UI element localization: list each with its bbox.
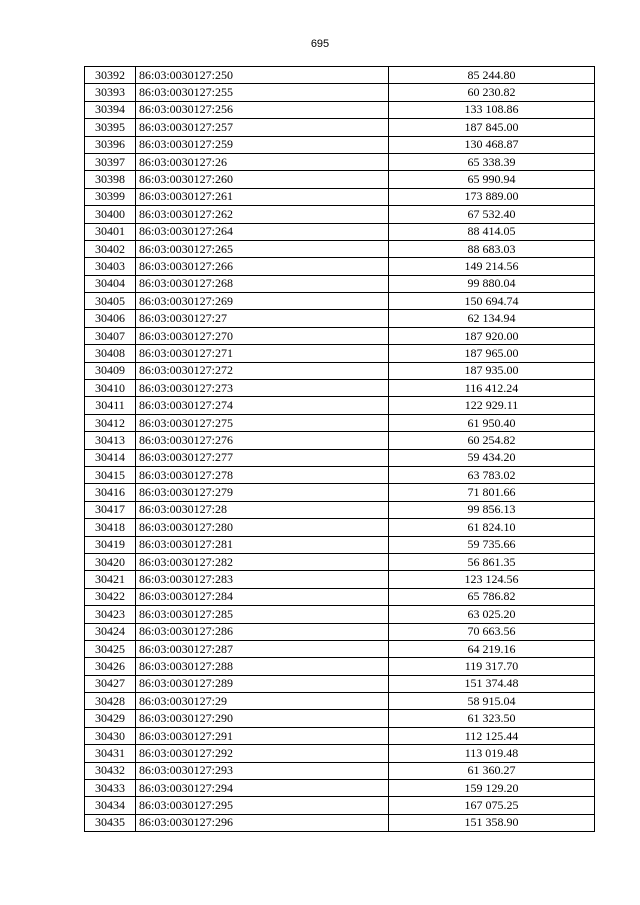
- row-number-cell: 30409: [85, 362, 136, 379]
- table-row: [85, 397, 595, 414]
- row-number-cell: 30419: [85, 536, 136, 553]
- table-row: [85, 588, 595, 605]
- table-row: [85, 206, 595, 223]
- value-cell: 187 920.00: [389, 327, 595, 344]
- value-cell: 61 360.27: [389, 762, 595, 779]
- value-cell: 99 880.04: [389, 275, 595, 292]
- cadastral-number-cell: 86:03:0030127:273: [136, 380, 389, 397]
- table-row: [85, 84, 595, 101]
- value-cell: 64 219.16: [389, 640, 595, 657]
- cadastral-number-cell: 86:03:0030127:264: [136, 223, 389, 240]
- value-cell: 151 374.48: [389, 675, 595, 692]
- value-cell: 88 683.03: [389, 240, 595, 257]
- cadastral-number-cell: 86:03:0030127:289: [136, 675, 389, 692]
- value-cell: 187 965.00: [389, 345, 595, 362]
- value-cell: 130 468.87: [389, 136, 595, 153]
- cadastral-number-cell: 86:03:0030127:29: [136, 693, 389, 710]
- cadastral-number-cell: 86:03:0030127:270: [136, 327, 389, 344]
- value-cell: 173 889.00: [389, 188, 595, 205]
- cadastral-number-cell: 86:03:0030127:296: [136, 814, 389, 831]
- cadastral-number-cell: 86:03:0030127:293: [136, 762, 389, 779]
- row-number-cell: 30416: [85, 484, 136, 501]
- value-cell: 187 845.00: [389, 119, 595, 136]
- table-row: [85, 362, 595, 379]
- value-cell: 61 824.10: [389, 519, 595, 536]
- row-number-cell: 30423: [85, 606, 136, 623]
- row-number-cell: 30429: [85, 710, 136, 727]
- table-row: [85, 553, 595, 570]
- value-cell: 113 019.48: [389, 745, 595, 762]
- cadastral-number-cell: 86:03:0030127:272: [136, 362, 389, 379]
- row-number-cell: 30413: [85, 432, 136, 449]
- cadastral-number-cell: 86:03:0030127:271: [136, 345, 389, 362]
- table-row: [85, 484, 595, 501]
- table-row: [85, 119, 595, 136]
- table-row: [85, 658, 595, 675]
- row-number-cell: 30432: [85, 762, 136, 779]
- cadastral-number-cell: 86:03:0030127:277: [136, 449, 389, 466]
- value-cell: 88 414.05: [389, 223, 595, 240]
- cadastral-number-cell: 86:03:0030127:281: [136, 536, 389, 553]
- table-row: [85, 258, 595, 275]
- cadastral-number-cell: 86:03:0030127:282: [136, 553, 389, 570]
- row-number-cell: 30396: [85, 136, 136, 153]
- row-number-cell: 30412: [85, 414, 136, 431]
- cadastral-number-cell: 86:03:0030127:284: [136, 588, 389, 605]
- table-row: [85, 727, 595, 744]
- cadastral-number-cell: 86:03:0030127:294: [136, 780, 389, 797]
- value-cell: 151 358.90: [389, 814, 595, 831]
- table-row: [85, 414, 595, 431]
- table-row: [85, 745, 595, 762]
- row-number-cell: 30393: [85, 84, 136, 101]
- cadastral-number-cell: 86:03:0030127:26: [136, 153, 389, 170]
- cadastral-number-cell: 86:03:0030127:288: [136, 658, 389, 675]
- row-number-cell: 30410: [85, 380, 136, 397]
- table-row: [85, 571, 595, 588]
- value-cell: 61 950.40: [389, 414, 595, 431]
- table-row: [85, 814, 595, 831]
- value-cell: 85 244.80: [389, 67, 595, 84]
- row-number-cell: 30397: [85, 153, 136, 170]
- table-row: [85, 171, 595, 188]
- cadastral-number-cell: 86:03:0030127:291: [136, 727, 389, 744]
- table-row: [85, 240, 595, 257]
- cadastral-number-cell: 86:03:0030127:295: [136, 797, 389, 814]
- cadastral-number-cell: 86:03:0030127:27: [136, 310, 389, 327]
- table-row: [85, 710, 595, 727]
- table-row: [85, 153, 595, 170]
- value-cell: 65 786.82: [389, 588, 595, 605]
- row-number-cell: 30398: [85, 171, 136, 188]
- row-number-cell: 30433: [85, 780, 136, 797]
- value-cell: 58 915.04: [389, 693, 595, 710]
- row-number-cell: 30405: [85, 293, 136, 310]
- row-number-cell: 30418: [85, 519, 136, 536]
- cadastral-number-cell: 86:03:0030127:287: [136, 640, 389, 657]
- value-cell: 63 025.20: [389, 606, 595, 623]
- value-cell: 71 801.66: [389, 484, 595, 501]
- row-number-cell: 30434: [85, 797, 136, 814]
- cadastral-number-cell: 86:03:0030127:285: [136, 606, 389, 623]
- row-number-cell: 30415: [85, 466, 136, 483]
- row-number-cell: 30427: [85, 675, 136, 692]
- cadastral-number-cell: 86:03:0030127:265: [136, 240, 389, 257]
- row-number-cell: 30392: [85, 67, 136, 84]
- table-row: [85, 536, 595, 553]
- value-cell: 116 412.24: [389, 380, 595, 397]
- value-cell: 159 129.20: [389, 780, 595, 797]
- row-number-cell: 30395: [85, 119, 136, 136]
- value-cell: 70 663.56: [389, 623, 595, 640]
- table-row: [85, 345, 595, 362]
- cadastral-number-cell: 86:03:0030127:269: [136, 293, 389, 310]
- value-cell: 62 134.94: [389, 310, 595, 327]
- table-row: [85, 432, 595, 449]
- table-row: [85, 327, 595, 344]
- table-row: [85, 501, 595, 518]
- row-number-cell: 30408: [85, 345, 136, 362]
- table-row: [85, 606, 595, 623]
- row-number-cell: 30421: [85, 571, 136, 588]
- value-cell: 123 124.56: [389, 571, 595, 588]
- row-number-cell: 30424: [85, 623, 136, 640]
- row-number-cell: 30431: [85, 745, 136, 762]
- value-cell: 61 323.50: [389, 710, 595, 727]
- value-cell: 60 230.82: [389, 84, 595, 101]
- cadastral-number-cell: 86:03:0030127:279: [136, 484, 389, 501]
- cadastral-number-cell: 86:03:0030127:255: [136, 84, 389, 101]
- value-cell: 65 990.94: [389, 171, 595, 188]
- table-row: [85, 640, 595, 657]
- table-row: [85, 293, 595, 310]
- cadastral-number-cell: 86:03:0030127:278: [136, 466, 389, 483]
- value-cell: 56 861.35: [389, 553, 595, 570]
- value-cell: 150 694.74: [389, 293, 595, 310]
- cadastral-number-cell: 86:03:0030127:266: [136, 258, 389, 275]
- table-row: [85, 623, 595, 640]
- cadastral-number-cell: 86:03:0030127:262: [136, 206, 389, 223]
- cadastral-value-table: [84, 66, 595, 832]
- row-number-cell: 30426: [85, 658, 136, 675]
- row-number-cell: 30420: [85, 553, 136, 570]
- cadastral-number-cell: 86:03:0030127:286: [136, 623, 389, 640]
- table-row: [85, 310, 595, 327]
- value-cell: 167 075.25: [389, 797, 595, 814]
- value-cell: 122 929.11: [389, 397, 595, 414]
- row-number-cell: 30402: [85, 240, 136, 257]
- value-cell: 63 783.02: [389, 466, 595, 483]
- value-cell: 60 254.82: [389, 432, 595, 449]
- cadastral-number-cell: 86:03:0030127:290: [136, 710, 389, 727]
- table-row: [85, 762, 595, 779]
- value-cell: 112 125.44: [389, 727, 595, 744]
- cadastral-number-cell: 86:03:0030127:292: [136, 745, 389, 762]
- row-number-cell: 30399: [85, 188, 136, 205]
- table-row: [85, 449, 595, 466]
- row-number-cell: 30417: [85, 501, 136, 518]
- row-number-cell: 30406: [85, 310, 136, 327]
- cadastral-number-cell: 86:03:0030127:261: [136, 188, 389, 205]
- value-cell: 99 856.13: [389, 501, 595, 518]
- table-body: [85, 67, 595, 832]
- table-row: [85, 101, 595, 118]
- table-row: [85, 223, 595, 240]
- row-number-cell: 30403: [85, 258, 136, 275]
- cadastral-number-cell: 86:03:0030127:274: [136, 397, 389, 414]
- cadastral-number-cell: 86:03:0030127:280: [136, 519, 389, 536]
- value-cell: 59 735.66: [389, 536, 595, 553]
- value-cell: 133 108.86: [389, 101, 595, 118]
- table-row: [85, 797, 595, 814]
- value-cell: 59 434.20: [389, 449, 595, 466]
- row-number-cell: 30414: [85, 449, 136, 466]
- value-cell: 119 317.70: [389, 658, 595, 675]
- cadastral-number-cell: 86:03:0030127:283: [136, 571, 389, 588]
- row-number-cell: 30425: [85, 640, 136, 657]
- row-number-cell: 30404: [85, 275, 136, 292]
- cadastral-number-cell: 86:03:0030127:275: [136, 414, 389, 431]
- table-row: [85, 136, 595, 153]
- cadastral-number-cell: 86:03:0030127:276: [136, 432, 389, 449]
- table-row: [85, 275, 595, 292]
- table-row: [85, 380, 595, 397]
- row-number-cell: 30411: [85, 397, 136, 414]
- row-number-cell: 30394: [85, 101, 136, 118]
- table-row: [85, 188, 595, 205]
- row-number-cell: 30400: [85, 206, 136, 223]
- cadastral-number-cell: 86:03:0030127:28: [136, 501, 389, 518]
- table-row: [85, 780, 595, 797]
- row-number-cell: 30435: [85, 814, 136, 831]
- row-number-cell: 30422: [85, 588, 136, 605]
- table-row: [85, 67, 595, 84]
- value-cell: 187 935.00: [389, 362, 595, 379]
- row-number-cell: 30401: [85, 223, 136, 240]
- table-row: [85, 675, 595, 692]
- row-number-cell: 30430: [85, 727, 136, 744]
- cadastral-number-cell: 86:03:0030127:259: [136, 136, 389, 153]
- cadastral-number-cell: 86:03:0030127:250: [136, 67, 389, 84]
- table-row: [85, 519, 595, 536]
- value-cell: 67 532.40: [389, 206, 595, 223]
- row-number-cell: 30428: [85, 693, 136, 710]
- table-row: [85, 466, 595, 483]
- value-cell: 149 214.56: [389, 258, 595, 275]
- cadastral-number-cell: 86:03:0030127:260: [136, 171, 389, 188]
- table-row: [85, 693, 595, 710]
- cadastral-number-cell: 86:03:0030127:257: [136, 119, 389, 136]
- cadastral-number-cell: 86:03:0030127:256: [136, 101, 389, 118]
- page-number: 695: [310, 38, 330, 50]
- row-number-cell: 30407: [85, 327, 136, 344]
- cadastral-number-cell: 86:03:0030127:268: [136, 275, 389, 292]
- value-cell: 65 338.39: [389, 153, 595, 170]
